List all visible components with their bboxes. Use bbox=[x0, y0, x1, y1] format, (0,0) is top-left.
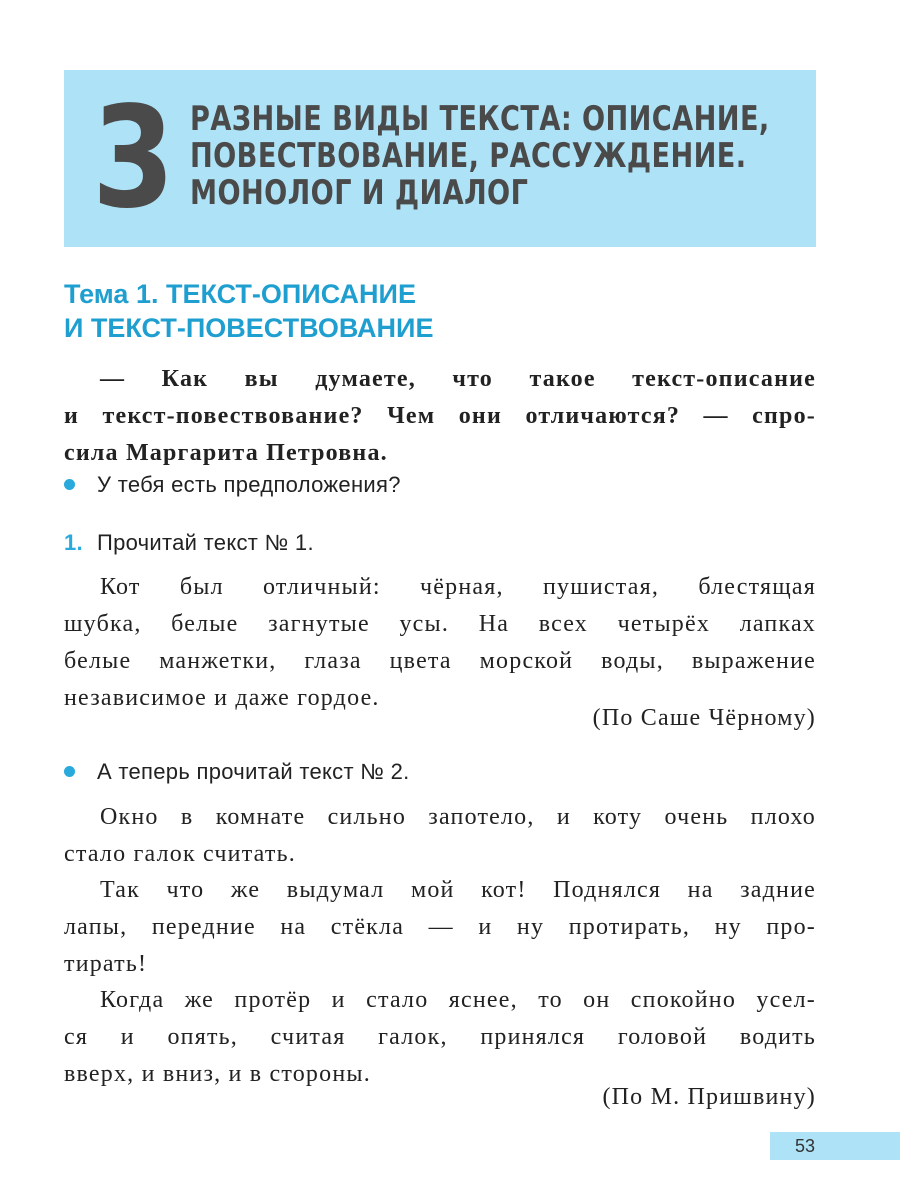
bullet-icon bbox=[64, 766, 75, 777]
text-2-attribution: (По М. Пришвину) bbox=[602, 1084, 816, 1110]
text-2-line: вверх, и вниз, и в стороны. bbox=[64, 1061, 371, 1087]
intro-paragraph bbox=[64, 361, 816, 472]
question-2-text: А теперь прочитай текст № 2. bbox=[97, 759, 410, 784]
bullet-icon bbox=[64, 479, 75, 490]
text-2-line: Окно в комнате сильно запотело, и коту очень плохо bbox=[100, 804, 816, 830]
chapter-title-line: РАЗНЫЕ ВИДЫ ТЕКСТА: ОПИСАНИЕ, bbox=[190, 99, 770, 139]
page-number: 53 bbox=[794, 1136, 816, 1156]
chapter-number: 3 bbox=[92, 77, 175, 240]
task-1-text: Прочитай текст № 1. bbox=[96, 530, 314, 555]
text-2-line: стало галок считать. bbox=[64, 841, 296, 867]
chapter-title-line: МОНОЛОГ И ДИАЛОГ bbox=[190, 173, 529, 213]
question-1 bbox=[64, 470, 401, 500]
text-2-paragraph-2 bbox=[64, 872, 816, 983]
text-1-line: Кот был отличный: чёрная, пушистая, блестящая bbox=[100, 574, 816, 600]
text-2-line: Когда же протёр и стало яснее, то он спокойно усел- bbox=[100, 987, 816, 1013]
text-2-line: ся и опять, считая галок, принялся головой водить bbox=[64, 1024, 816, 1050]
text-2-line: лапы, передние на стёкла — и ну протирать, ну про- bbox=[64, 914, 816, 940]
text-1-line: независимое и даже гордое. bbox=[64, 685, 380, 711]
chapter-title-line: ПОВЕСТВОВАНИЕ, РАССУЖДЕНИЕ. bbox=[190, 136, 747, 176]
question-2 bbox=[64, 757, 410, 787]
topic-line: И ТЕКСТ-ПОВЕСТВОВАНИЕ bbox=[64, 313, 434, 343]
task-number: 1. bbox=[64, 530, 83, 555]
intro-line: сила Маргарита Петровна. bbox=[64, 440, 388, 466]
question-1-text: У тебя есть предположения? bbox=[97, 472, 401, 497]
topic-line: Тема 1. ТЕКСТ-ОПИСАНИЕ bbox=[64, 279, 416, 309]
text-1-line: белые манжетки, глаза цвета морской воды, выражение bbox=[64, 648, 816, 674]
text-1-paragraph bbox=[64, 569, 816, 717]
topic-heading bbox=[64, 277, 433, 345]
text-1-attribution: (По Саше Чёрному) bbox=[592, 705, 816, 731]
text-2-line: тирать! bbox=[64, 951, 148, 977]
intro-line: — Как вы думаете, что такое текст-описание bbox=[100, 366, 816, 392]
text-2-paragraph-3 bbox=[64, 982, 816, 1093]
task-1 bbox=[64, 528, 314, 558]
intro-line: и текст-повествование? Чем они отличаются? — спро- bbox=[64, 403, 816, 429]
text-2-paragraph-1 bbox=[64, 799, 816, 873]
text-2-line: Так что же выдумал мой кот! Поднялся на задние bbox=[100, 877, 816, 903]
chapter-title bbox=[190, 99, 770, 213]
text-1-line: шубка, белые загнутые усы. На всех четырёх лапках bbox=[64, 611, 816, 637]
